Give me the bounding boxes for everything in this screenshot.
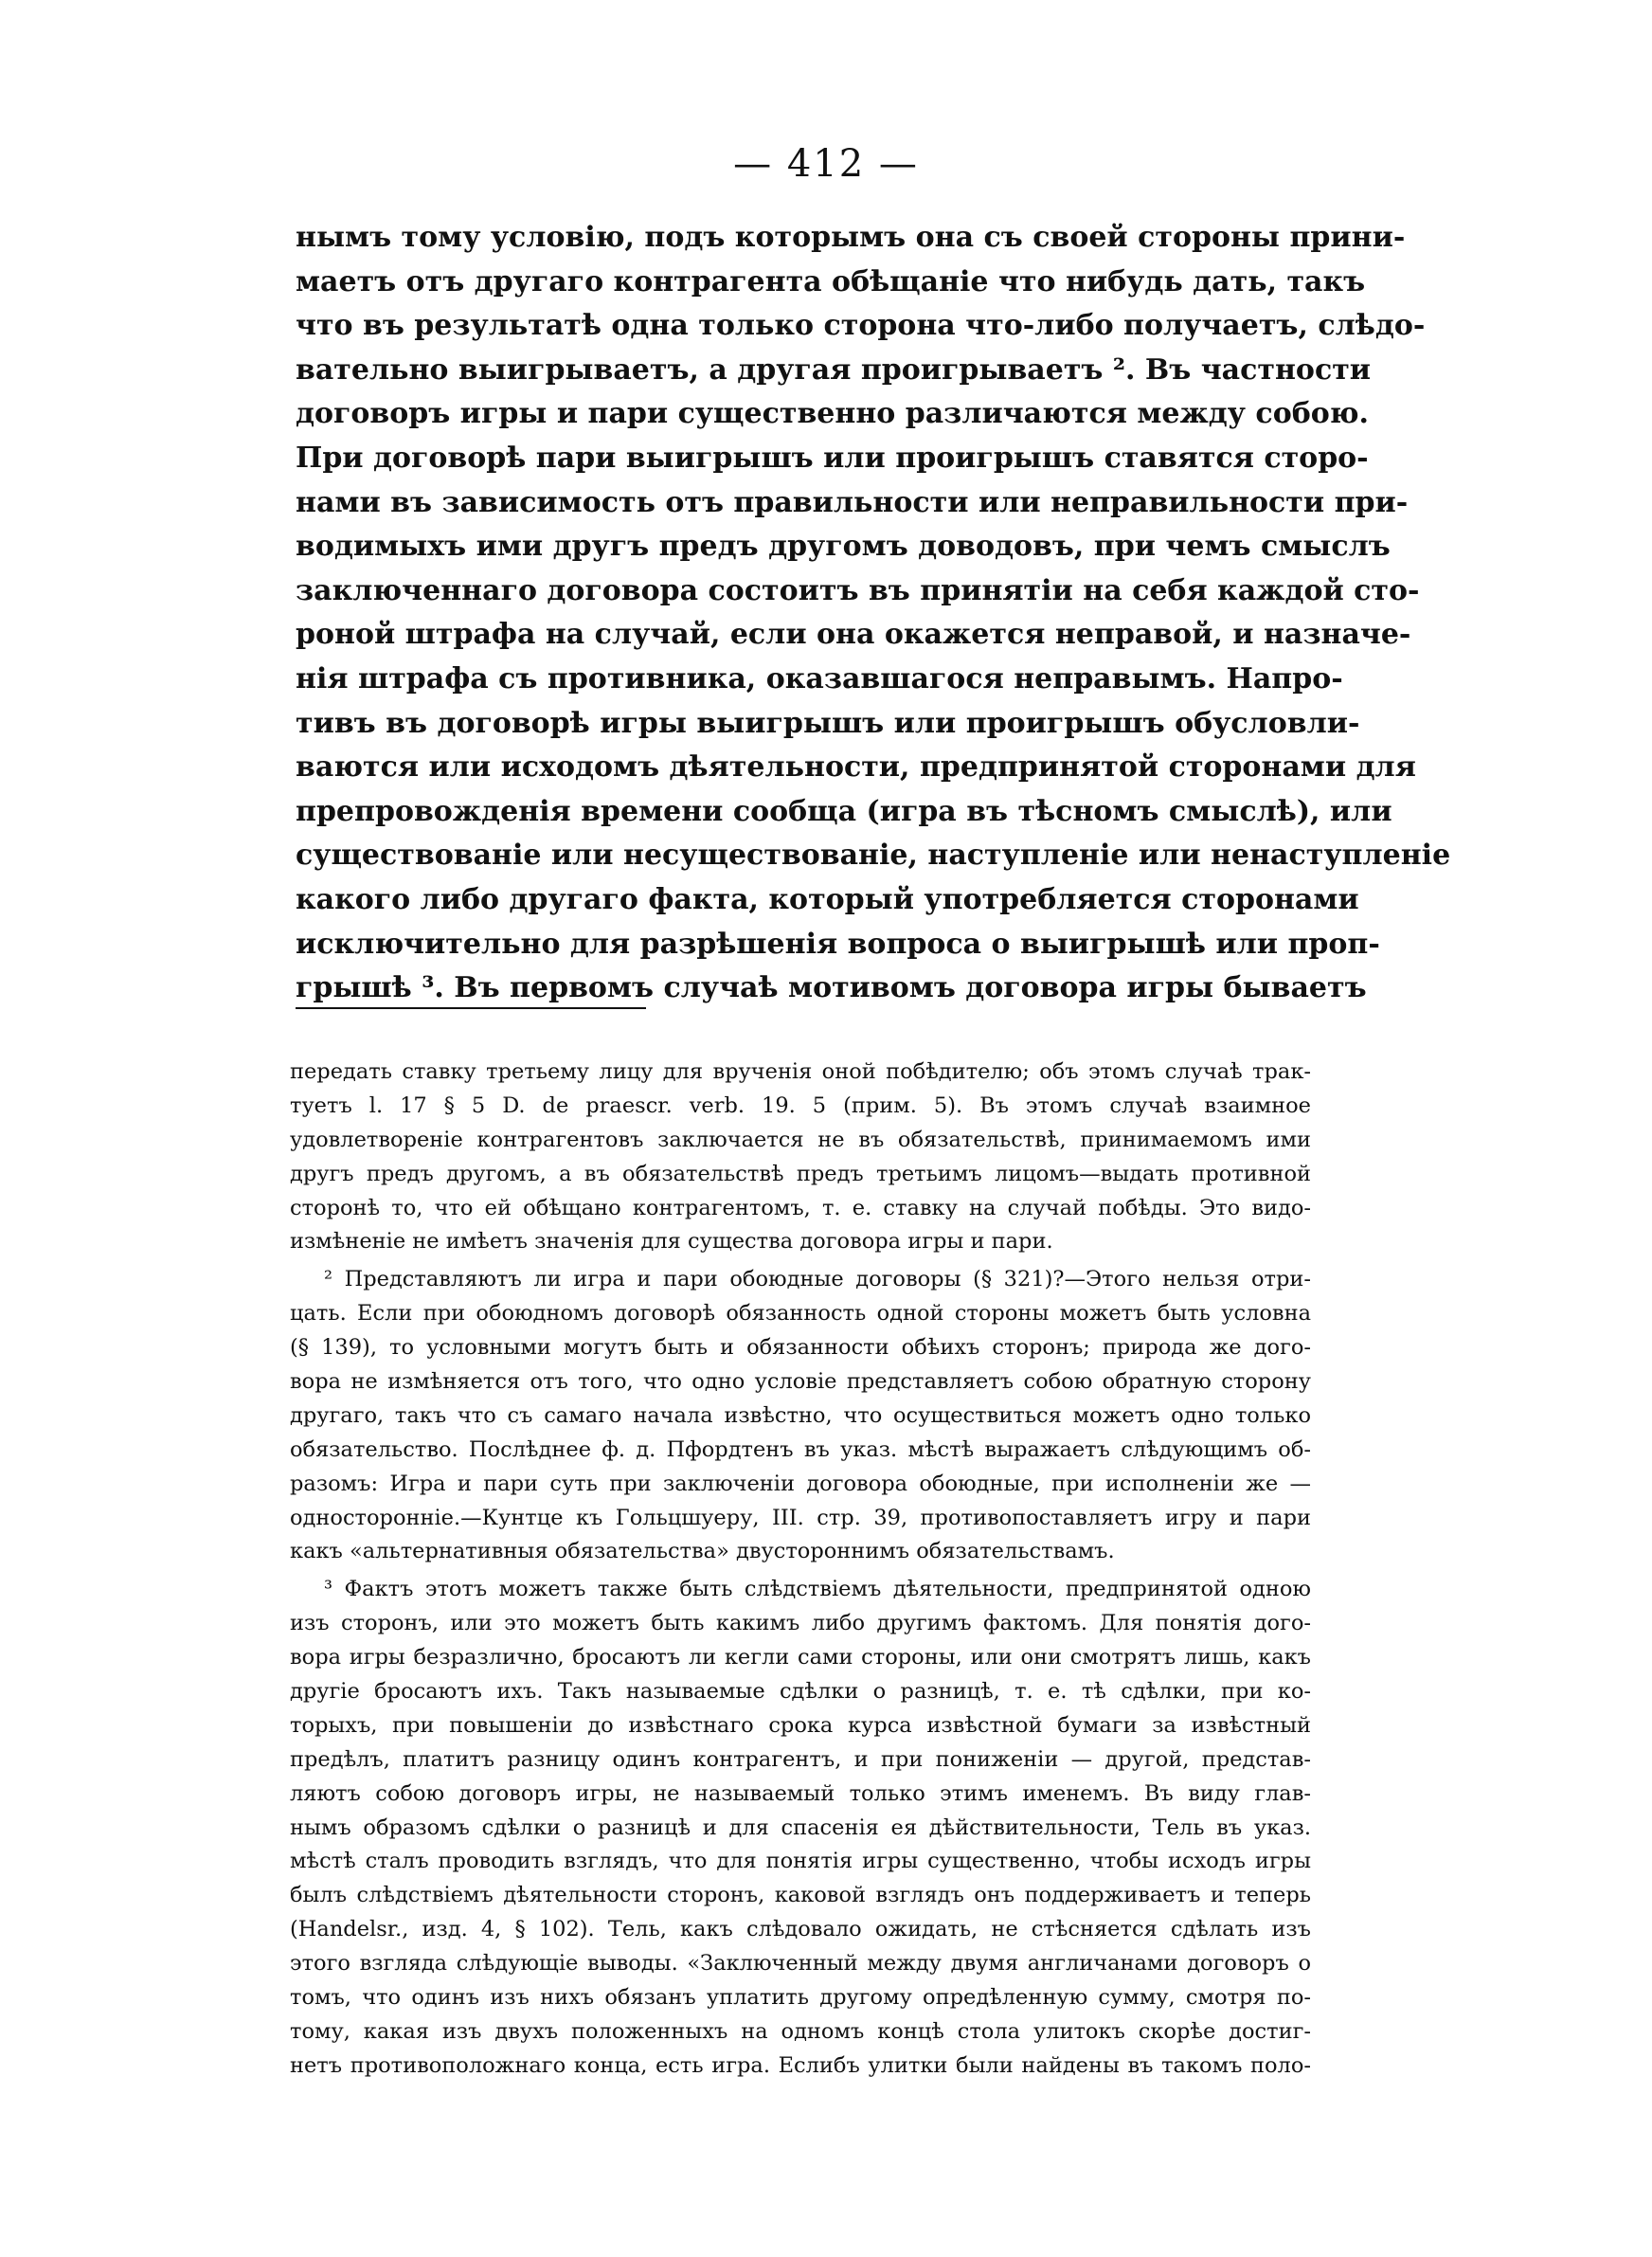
main-text-line: нымъ тому условію, подъ которымъ она съ своей стороны прини-: [296, 221, 1406, 254]
footnote-line: (Handelsr., изд. 4, § 102). Тель, какъ слѣдовало ожидать, не стѣсняется сдѣлать изъ: [290, 1917, 1311, 1942]
footnote-line: какъ «альтернативныя обязательства» двустороннимъ обязательствамъ.: [290, 1539, 1115, 1564]
main-text-line: нами въ зависимость отъ правильности или неправильности при-: [296, 485, 1409, 519]
main-text-line: тивъ въ договорѣ игры выигрышъ или проигрышъ обусловли-: [296, 706, 1360, 740]
footnote-line: нымъ образомъ сдѣлки о разницѣ и для спасенія ея дѣйствительности, Тель въ указ.: [290, 1815, 1311, 1840]
footnote-1-continuation: [290, 1056, 1311, 1259]
main-text-line: ваются или исходомъ дѣятельности, предпринятой сторонами для: [296, 750, 1416, 785]
footnote-line: измѣненіе не имѣетъ значенія для существа договора игры и пари.: [290, 1229, 1053, 1255]
footnotes-block: [290, 1056, 1311, 2084]
footnote-line: нетъ противоположнаго конца, есть игра. Еслибъ улитки были найдены въ такомъ поло-: [290, 2052, 1311, 2078]
main-text-line: что въ результатѣ одна только сторона что-либо получаетъ, слѣдо-: [296, 309, 1426, 343]
main-text-line: водимыхъ ими другъ предъ другомъ доводовъ, при чемъ смыслъ: [296, 530, 1391, 564]
footnote-line: томъ, что одинъ изъ нихъ обязанъ уплатить другому опредѣленную сумму, смотря по-: [290, 1985, 1311, 2011]
footnote-line: (§ 139), то условными могутъ быть и обязанности обѣихъ сторонъ; природа же дого-: [290, 1335, 1311, 1361]
footnote-line: ляютъ собою договоръ игры, не называемый только этимъ именемъ. Въ виду глав-: [290, 1780, 1311, 1806]
footnote-3: [290, 1573, 1311, 2083]
main-text-line: исключительно для разрѣшенія вопроса о выигрышѣ или проп-: [296, 927, 1380, 961]
page-number: — 412 —: [733, 142, 919, 186]
main-text-line: грышѣ ³. Въ первомъ случаѣ мотивомъ договора игры бываетъ: [296, 971, 1367, 1005]
footnote-line: сторонѣ то, что ей обѣщано контрагентомъ, т. е. ставку на случай побѣды. Это видо-: [290, 1195, 1311, 1220]
footnote-line: мѣстѣ сталъ проводить взглядъ, что для понятія игры существенно, чтобы исходъ игры: [290, 1849, 1311, 1874]
footnote-line: другаго, такъ что съ самаго начала извѣстно, что осуществиться можетъ одно только: [290, 1402, 1311, 1428]
footnote-line: тому, какая изъ двухъ положенныхъ на одномъ концѣ стола улитокъ скорѣе достиг-: [290, 2018, 1311, 2044]
main-text-line: вательно выигрываетъ, а другая проигрываетъ ². Въ частности: [296, 352, 1372, 387]
footnote-line: этого взгляда слѣдующіе выводы. «Заключенный между двумя англичанами договоръ о: [290, 1951, 1311, 1977]
footnote-line: другъ предъ другомъ, а въ обязательствѣ предъ третьимъ лицомъ—выдать противной: [290, 1161, 1311, 1186]
footnote-line: былъ слѣдствіемъ дѣятельности сторонъ, каковой взглядъ онъ поддерживаетъ и теперь: [290, 1883, 1311, 1908]
footnote-line: цать. Если при обоюдномъ договорѣ обязанность одной стороны можетъ быть условна: [290, 1301, 1311, 1327]
main-text-line: роной штрафа на случай, если она окажется неправой, и назначе-: [296, 618, 1411, 652]
main-text-line: договоръ игры и пари существенно различаются между собою.: [296, 397, 1369, 431]
footnote-2: [290, 1263, 1311, 1569]
footnote-line: изъ сторонъ, или это можетъ быть какимъ либо другимъ фактомъ. Для понятія дого-: [290, 1611, 1311, 1636]
footnote-line: удовлетвореніе контрагентовъ заключается не въ обязательствѣ, принимаемомъ ими: [290, 1127, 1311, 1152]
footnote-line: ² Представляютъ ли игра и пари обоюдные договоры (§ 321)?—Этого нельзя отри-: [324, 1267, 1311, 1292]
main-text-line: препровожденія времени сообща (игра въ тѣсномъ смыслѣ), или: [296, 794, 1392, 828]
footnote-line: разомъ: Игра и пари суть при заключеніи договора обоюдные, при исполненіи же —: [290, 1471, 1311, 1496]
main-text-line: маетъ отъ другаго контрагента обѣщаніе что нибудь дать, такъ: [296, 264, 1366, 298]
main-text-line: При договорѣ пари выигрышъ или проигрышъ ставятся сторо-: [296, 441, 1369, 475]
main-text-line: существованіе или несуществованіе, наступленіе или ненаступленіе: [296, 839, 1451, 873]
footnote-line: ³ Фактъ этотъ можетъ также быть слѣдствіемъ дѣятельности, предпринятой одною: [324, 1577, 1311, 1602]
main-text-line: какого либо другаго факта, который употребляется сторонами: [296, 882, 1359, 916]
footnote-line: вора игры безразлично, бросаютъ ли кегли сами стороны, или они смотрятъ лишь, какъ: [290, 1645, 1311, 1670]
footnote-line: торыхъ, при повышеніи до извѣстнаго срока курса извѣстной бумаги за извѣстный: [290, 1712, 1311, 1738]
footnote-line: передать ставку третьему лицу для врученія оной побѣдителю; объ этомъ случаѣ трак-: [290, 1059, 1311, 1084]
main-text-block: [296, 216, 1451, 1011]
footnote-line: вора не измѣняется отъ того, что одно условіе представляетъ собою обратную сторону: [290, 1369, 1311, 1395]
main-text-line: нія штрафа съ противника, оказавшагося неправымъ. Напро-: [296, 661, 1343, 695]
main-text-line: заключеннаго договора состоитъ въ принятіи на себя каждой сто-: [296, 573, 1420, 607]
footnote-divider: [296, 1007, 646, 1009]
footnote-line: односторонніе.—Кунтце къ Гольцшуеру, III. стр. 39, противопоставляетъ игру и пари: [290, 1505, 1311, 1530]
footnote-line: предѣлъ, платитъ разницу одинъ контрагентъ, и при пониженіи — другой, представ-: [290, 1746, 1311, 1772]
footnote-line: туетъ l. 17 § 5 D. de praescr. verb. 19. 5 (прим. 5). Въ этомъ случаѣ взаимное: [290, 1092, 1311, 1118]
footnote-line: обязательство. Послѣднее ф. д. Пфордтенъ въ указ. мѣстѣ выражаетъ слѣдующимъ об-: [290, 1436, 1311, 1462]
footnote-line: другіе бросаютъ ихъ. Такъ называемые сдѣлки о разницѣ, т. е. тѣ сдѣлки, при ко-: [290, 1679, 1311, 1705]
